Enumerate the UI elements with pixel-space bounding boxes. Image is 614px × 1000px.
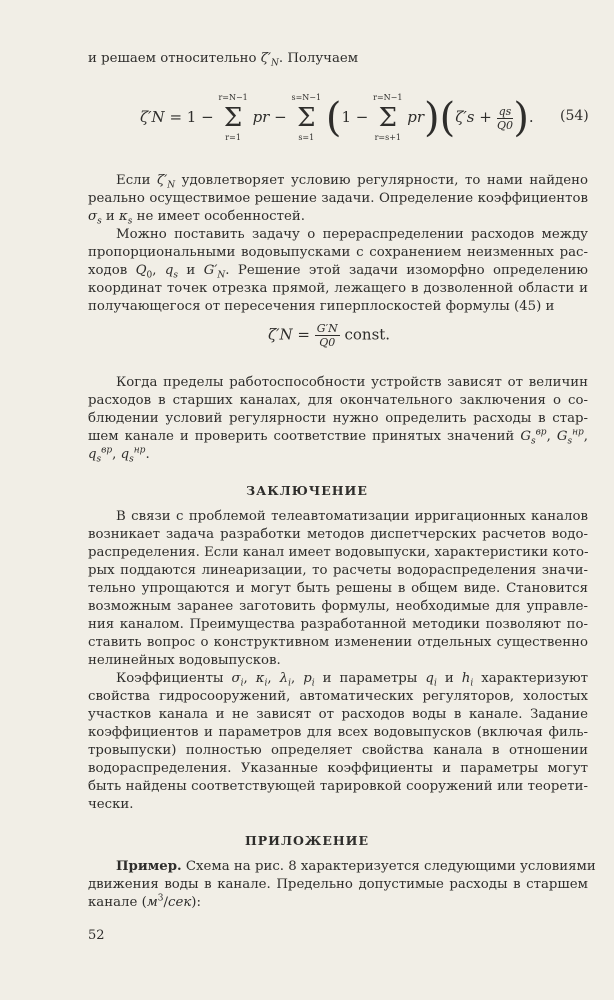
text-line: тровыпуски) полностью определяет свойства канала в отношении: [88, 743, 588, 758]
text-line: пропорциональными водовыпусками с сохранением неизменных рас-: [88, 245, 588, 260]
text-line: водораспределения. Указанные коэффициенты и параметры могут: [88, 761, 588, 776]
text-line: координат точек отрезка прямой, лежащего в дозволенной области и: [88, 281, 588, 296]
text-line: свойства гидросооружений, автоматических регуляторов, холостых: [88, 689, 588, 704]
text-line: шем канале и проверить соответствие принятых значений $G_s^{вр}$, $G_s^{нр}$,: [88, 427, 588, 447]
text-line: Коэффициенты $\sigma_i$, $\kappa_i$, $\lambda_i$, $p_i$ и параметры $q_i$ и $h_i$ характеризуют: [116, 671, 589, 689]
text-line: участков канала и не зависят от расходов воды в канале. Задание: [88, 707, 588, 722]
eq-pr: pr: [252, 108, 270, 126]
text-line: быть найдены соответствующей тарировкой сооружений или теорети-: [88, 779, 588, 794]
text-line: Пример. Схема на рис. 8 характеризуется следующими условиями: [116, 859, 596, 874]
text-line: и решаем относительно $\zeta'_N$. Получаем: [88, 51, 359, 69]
text-line: ния каналом. Преимущества разработанной методики позволяют по-: [88, 617, 588, 632]
text-line: получающегося от пересечения гиперплоскостей формулы (45) и: [88, 299, 555, 314]
page-number: 52: [88, 928, 105, 943]
text-line: В связи с проблемой телеавтоматизации ирригационных каналов: [116, 509, 588, 524]
fraction: $\frac{G'N}{Q0}$: [316, 322, 338, 349]
text-line: Когда пределы работоспособности устройств зависят от величин: [116, 375, 588, 390]
text-line: блюдении условий регулярности нужно определить расходы в стар-: [88, 411, 588, 426]
eq-zs: ζ′s +: [455, 108, 492, 126]
text-line: реально осуществимое решение задачи. Определение коэффициентов: [88, 191, 588, 206]
sum-1: r=N−1 Σ r=1: [218, 93, 248, 142]
text-line: рых поддаются линеаризации, то расчеты водораспределения значи-: [88, 563, 588, 578]
text-line: тельно упрощаются и могут быть решены в общем виде. Становится: [88, 581, 588, 596]
text-line: Если $\zeta'_N$ удовлетворяет условию регулярности, то нами найдено: [116, 173, 588, 191]
text-line: возможным заранее заготовить формулы, необходимые для управле-: [88, 599, 588, 614]
equation-54: ζ′N = 1 − r=N−1 Σ r=1 pr − s=N−1 Σ s=1 (1 − r=N−1 Σ r=s+1 pr)(ζ′s + $\frac{qs}{Q0}$ ).: [140, 93, 534, 142]
text-line: ходов $Q_0$, $q_s$ и $G'_N$. Решение этой задачи изоморфно определению: [88, 263, 588, 281]
text-line: канале $(м^3/сек)$:: [88, 893, 201, 910]
section-heading: ПРИЛОЖЕНИЕ: [244, 833, 370, 848]
eq-sign: = 1 −: [169, 108, 214, 126]
sum-3: r=N−1 Σ r=s+1: [373, 93, 403, 142]
eq-one-minus: 1 −: [341, 108, 369, 126]
eq-lhs: ζ′N: [140, 108, 165, 126]
text-line: движения воды в канале. Предельно допустимые расходы в старшем: [88, 877, 588, 892]
text-line: Можно поставить задачу о перераспределении расходов между: [116, 227, 588, 242]
text-line: нелинейных водовыпусков.: [88, 653, 281, 668]
text-line: ставить вопрос о конструктивном изменении отдельных существенно: [88, 635, 588, 650]
fraction: $\frac{qs}{Q0}$: [496, 104, 513, 132]
text-line: распределения. Если канал имеет водовыпуски, характеристики кото-: [88, 545, 589, 560]
text-line: чески.: [88, 797, 134, 812]
text-line: коэффициентов и параметров для всех водовыпусков (включая филь-: [88, 725, 588, 740]
section-heading: ЗАКЛЮЧЕНИЕ: [246, 483, 368, 498]
text-line: $q_s^{вр}$, $q_s^{нр}$.: [88, 445, 150, 465]
eq-pr: pr: [407, 108, 425, 126]
sum-2: s=N−1 Σ s=1: [291, 93, 322, 142]
text-line: расходов в старших каналах, для окончательного заключения о со-: [88, 393, 588, 408]
text-line: $\sigma_s$ и $\kappa_s$ не имеет особенностей.: [88, 209, 305, 227]
equation-const: ζ′N = $\frac{G'N}{Q0}$ const.: [268, 322, 391, 349]
equation-number: (54): [560, 108, 589, 124]
text-line: возникает задача разработки методов диспетчерских расчетов водо-: [88, 527, 588, 542]
eq-minus: −: [274, 108, 287, 126]
